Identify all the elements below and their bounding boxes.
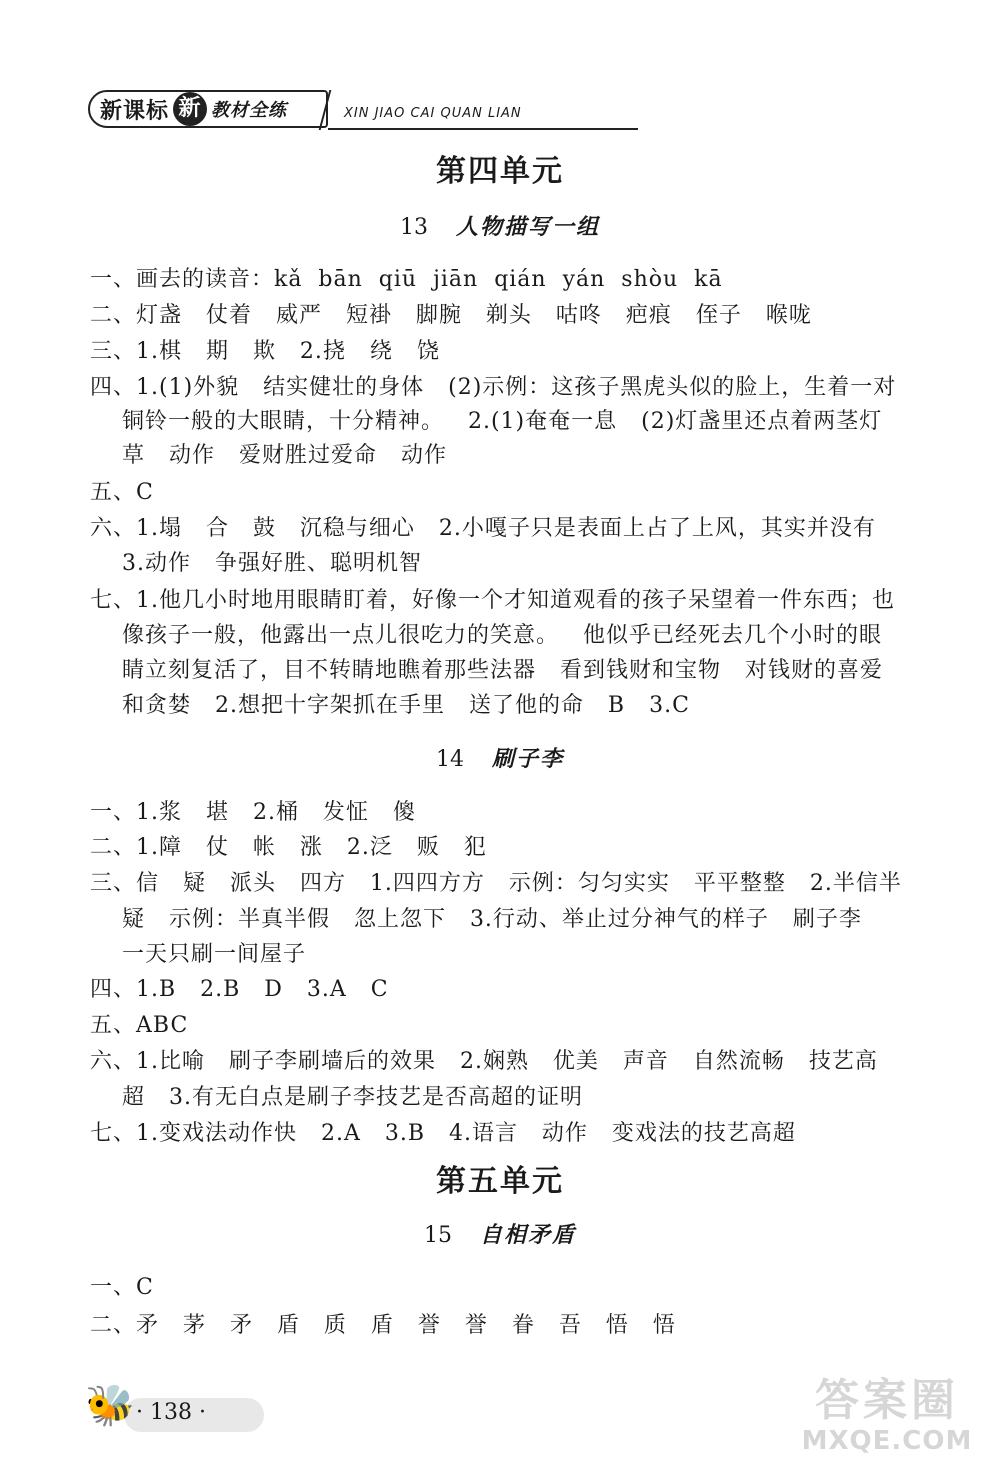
answer-line: 超 3.有无白点是刷子李技艺是否高超的证明 bbox=[122, 1085, 583, 1110]
answer-line: 六、1.塌 合 鼓 沉稳与细心 2.小嘎子只是表面上占了上风，其实并没有 bbox=[90, 516, 876, 541]
book-header bbox=[88, 88, 648, 132]
lesson-number: 15 bbox=[423, 1223, 452, 1248]
lesson-title bbox=[0, 1218, 1000, 1249]
header-underline bbox=[328, 128, 638, 130]
watermark-logo-text: 答案圈 bbox=[815, 1375, 959, 1426]
series-logo bbox=[88, 90, 328, 128]
answer-line: 草 动作 爱财胜过爱命 动作 bbox=[122, 443, 447, 468]
answer-line: 睛立刻复活了，目不转睛地瞧着那些法器 看到钱财和宝物 对钱财的喜爱 bbox=[122, 658, 883, 683]
unit-title: 第四单元 bbox=[436, 154, 564, 189]
lesson-number: 14 bbox=[435, 747, 464, 772]
unit-title: 第五单元 bbox=[436, 1164, 564, 1199]
logo-text-part1: 新课标 bbox=[100, 98, 170, 124]
lesson-name: 人物描写一组 bbox=[455, 215, 600, 240]
page-number: · 138 · bbox=[136, 1400, 206, 1425]
lesson-name: 刷子李 bbox=[491, 747, 564, 772]
answer-line: 二、矛 茅 矛 盾 质 盾 誉 誉 眷 吾 悟 悟 bbox=[90, 1313, 676, 1338]
answer-line: 3.动作 争强好胜、聪明机智 bbox=[122, 551, 422, 576]
bee-mascot-icon: 🐝 bbox=[85, 1383, 135, 1429]
logo-text-part2: 教材全练 bbox=[211, 100, 288, 121]
answer-line: 和贪婪 2.想把十字架抓在手里 送了他的命 B 3.C bbox=[122, 693, 690, 718]
answer-line: 七、1.他几小时地用眼睛盯着，好像一个才知道观看的孩子呆望着一件东西；也 bbox=[90, 588, 895, 613]
page-footer bbox=[84, 1380, 264, 1440]
answer-line: 五、ABC bbox=[90, 1013, 189, 1038]
lesson-title bbox=[0, 210, 1000, 241]
lesson-title bbox=[0, 742, 1000, 773]
answer-line: 三、1.棋 期 欺 2.挠 绕 饶 bbox=[90, 339, 440, 364]
watermark-url: MXQE.COM bbox=[801, 1426, 973, 1456]
answer-line: 铜铃一般的大眼睛，十分精神。 2.(1)奄奄一息 (2)灯盏里还点着两茎灯 bbox=[122, 409, 883, 434]
answer-line: 一天只刷一间屋子 bbox=[122, 942, 307, 967]
answer-line: 五、C bbox=[90, 480, 154, 505]
answer-line: 像孩子一般，他露出一点儿很吃力的笑意。 他似乎已经死去几个小时的眼 bbox=[122, 623, 882, 648]
answer-line: 六、1.比喻 刷子李刷墙后的效果 2.娴熟 优美 声音 自然流畅 技艺高 bbox=[90, 1049, 878, 1074]
answer-line: 一、C bbox=[90, 1275, 154, 1300]
answer-line: 二、灯盏 仗着 威严 短褂 脚腕 剃头 咕咚 疤痕 侄子 喉咙 bbox=[90, 303, 812, 328]
lesson-number: 13 bbox=[399, 215, 428, 240]
site-watermark bbox=[782, 1376, 992, 1466]
answer-line: 一、1.浆 堪 2.桶 发怔 傻 bbox=[90, 800, 416, 825]
lesson-name: 自相矛盾 bbox=[479, 1223, 576, 1248]
header-english-title: XIN JIAO CAI QUAN LIAN bbox=[344, 106, 522, 121]
answer-line: 四、1.(1)外貌 结实健壮的身体 (2)示例：这孩子黑虎头似的脸上，生着一对 bbox=[90, 375, 897, 400]
answer-line: 七、1.变戏法动作快 2.A 3.B 4.语言 动作 变戏法的技艺高超 bbox=[90, 1121, 796, 1146]
answer-line: 疑 示例：半真半假 忽上忽下 3.行动、举止过分神气的样子 刷子李 bbox=[122, 907, 862, 932]
answer-line: 四、1.B 2.B D 3.A C bbox=[90, 977, 389, 1002]
logo-big-character: 新 bbox=[173, 92, 207, 126]
answer-line: 一、画去的读音：kǎ bān qiū jiān qián yán shòu kā bbox=[90, 267, 723, 292]
answer-line: 二、1.障 仗 帐 涨 2.泛 贩 犯 bbox=[90, 835, 487, 860]
answer-line: 三、信 疑 派头 四方 1.四四方方 示例：匀匀实实 平平整整 2.半信半 bbox=[90, 871, 902, 896]
